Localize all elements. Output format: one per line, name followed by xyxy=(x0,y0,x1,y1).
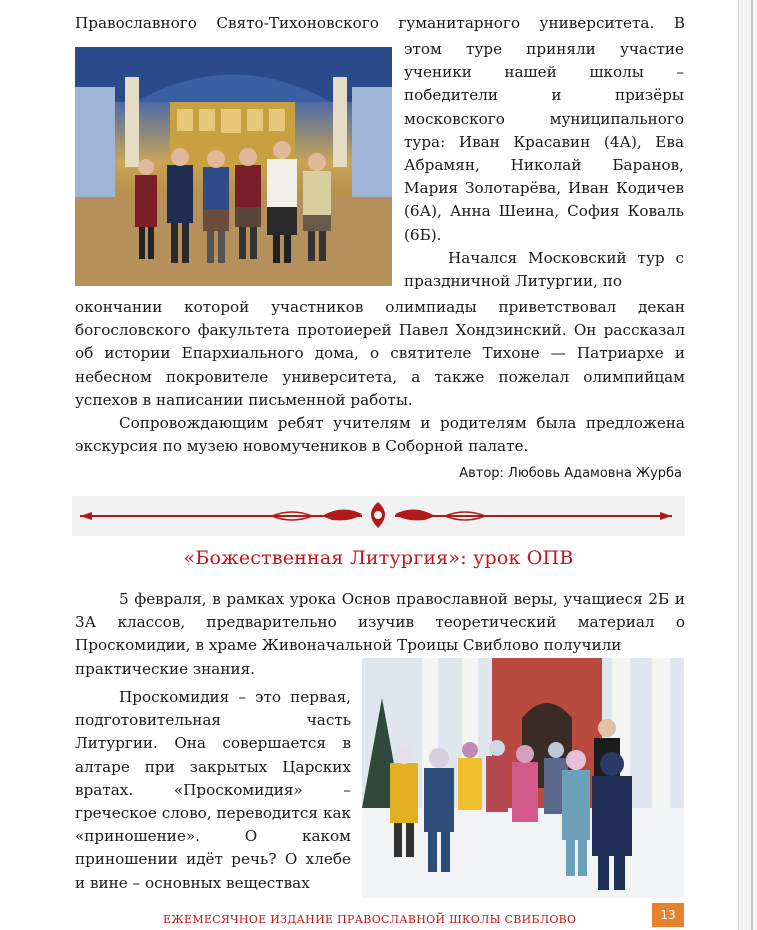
article1-author: Автор: Любовь Адамовна Журба xyxy=(459,466,682,481)
students-church-photo xyxy=(75,47,392,286)
article1-body-text: окончании которой участников олимпиады приветствовал декан богословского факультета протоиерей Павел Хондзинский. Он рассказал об истории Епархиального дома, о святителе Тихоне — Патриархе и небесном покровителе университета, а также пожелал олимпийцам успехов в написании письменной работы. Сопровождающим ребят учителям и родителям была предложена экскурсия по музею новомучеников в Соборной палате. xyxy=(75,298,685,456)
footer-publication-name: ЕЖЕМЕСЯЧНОЕ ИЗДАНИЕ ПРАВОСЛАВНОЙ ШКОЛЫ СВИБЛОВО xyxy=(163,913,577,926)
page-number-badge: 13 xyxy=(652,903,684,927)
page-frame-right xyxy=(738,0,757,930)
article2-proskomidia-text: Проскомидия – это первая, подготовительная часть Литургии. Она совершается в алтаре при закрытых Царских вратах. «Проскомидия» – греческое слово, переводится как «приношение». О каком приношении идёт речь? О хлебе и вине – основных веществах xyxy=(75,688,351,892)
ornament-divider xyxy=(72,496,685,536)
article2-intro-text: 5 февраля, в рамках урока Основ православной веры, учащиеся 2Б и 3А классов, предварительно изучив теоретический материал о Проскомидии, в храме Живоначальной Троицы Свиблово получили xyxy=(75,590,685,655)
article2-intro-text-end: практические знания. xyxy=(75,660,255,678)
children-church-photo xyxy=(362,658,684,898)
article1-participants-text: этом туре приняли участие ученики нашей школы – победители и призёры московского муниципального тура: Иван Красавин (4А), Ева Абрамян, Николай Баранов, Мария Золотарёва, Иван Кодичев (6А), Анна Шеина, София Коваль (6Б). Начался Московский тур с праздничной Литургии, по xyxy=(404,40,684,291)
article2-title: «Божественная Литургия»: урок ОПВ xyxy=(183,547,574,569)
article1-top-line: Православного Свято-Тихоновского гуманитарного университета. В xyxy=(75,14,685,32)
